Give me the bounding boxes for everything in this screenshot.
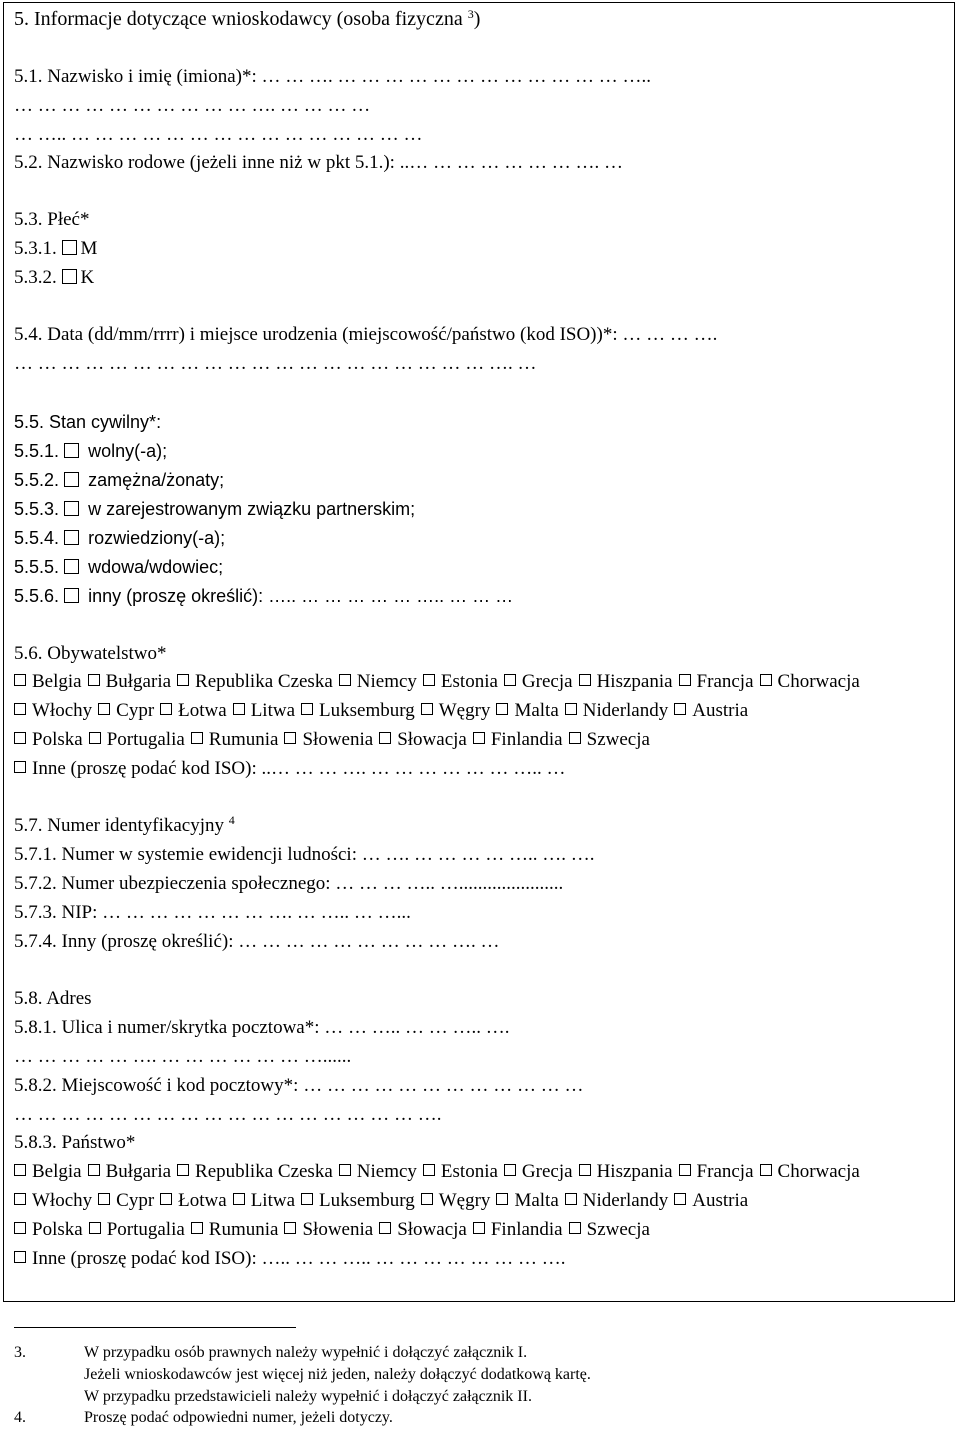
checkbox[interactable] (62, 240, 77, 255)
country-option[interactable] (191, 1219, 279, 1241)
country-label: Słowenia (302, 1219, 374, 1240)
country-option[interactable] (423, 1161, 498, 1183)
checkbox[interactable] (177, 1164, 189, 1176)
country-option[interactable] (177, 1161, 333, 1183)
country-option[interactable] (674, 1190, 748, 1212)
country-option[interactable] (339, 1161, 417, 1183)
dots: ..… … … …. … … … … … … ….. … (261, 758, 566, 779)
country-row-1 (14, 1161, 866, 1183)
country-label: Estonia (440, 1161, 498, 1182)
checkbox[interactable] (423, 1164, 435, 1176)
option-number: 5.5.2. (14, 470, 60, 490)
dots: … … … … … …. … … … … … … …...... (14, 1046, 352, 1067)
country-label: Luksemburg (319, 1190, 415, 1211)
dots: … … … … … … … … … … … … … … … … … …. (14, 1104, 442, 1125)
maiden-name-field[interactable] (14, 152, 623, 174)
country-option[interactable] (160, 1190, 227, 1212)
civil-option-2[interactable] (14, 469, 224, 491)
country-label: Belgia (32, 671, 82, 692)
street-field[interactable] (14, 1017, 510, 1039)
country-option[interactable] (233, 700, 295, 722)
country-label: Słowenia (302, 729, 374, 750)
dots: ..… … … … … … … …. … (399, 152, 623, 173)
checkbox[interactable] (421, 1193, 433, 1205)
checkbox[interactable] (569, 1222, 581, 1234)
country-label: Bułgaria (105, 671, 172, 692)
field-label: 5.7.2. Numer ubezpieczenia społecznego: (14, 873, 331, 894)
country-option[interactable] (674, 700, 748, 722)
id-field-pesel[interactable] (14, 844, 595, 866)
option-label: inny (proszę określić): (88, 586, 264, 606)
checkbox[interactable] (160, 1193, 172, 1205)
field-label: 5.8.2. Miejscowość i kod pocztowy*: (14, 1075, 299, 1096)
country-option[interactable] (233, 1190, 295, 1212)
field-label: 5.7.1. Numer w systemie ewidencji ludności: (14, 844, 357, 865)
checkbox[interactable] (679, 1164, 691, 1176)
checkbox[interactable] (473, 1222, 485, 1234)
footnote-rule (14, 1327, 296, 1328)
country-label: Belgia (32, 1161, 82, 1182)
country-option[interactable] (760, 1161, 860, 1183)
heading-text: 5. Informacje dotyczące wnioskodawcy (osoba fizyczna (14, 8, 468, 30)
country-label: Łotwa (178, 700, 227, 721)
country-option[interactable] (89, 729, 185, 751)
country-label: Cypr (116, 1190, 155, 1211)
dots: … ….. … … … … … … … … … … … … … … … (14, 124, 423, 145)
checkbox[interactable] (14, 703, 26, 715)
country-label: Grecja (521, 671, 573, 692)
checkbox[interactable] (579, 674, 591, 686)
country-label: Niemcy (356, 671, 417, 692)
checkbox[interactable] (14, 761, 26, 773)
option-number: 5.5.4. (14, 528, 60, 548)
checkbox[interactable] (379, 732, 391, 744)
field-label: 5.7.3. NIP: (14, 902, 98, 923)
checkbox[interactable] (565, 703, 577, 715)
citizenship-row-3 (14, 729, 656, 751)
id-field-other[interactable] (14, 931, 500, 953)
checkbox[interactable] (88, 1164, 100, 1176)
checkbox[interactable] (64, 443, 79, 458)
country-label: Cypr (116, 700, 155, 721)
other-label: Inne (proszę podać kod ISO): (32, 758, 257, 779)
checkbox[interactable] (339, 1164, 351, 1176)
country-label: Litwa (250, 1190, 296, 1211)
dots: … …. … … … … ….. …. …. (361, 844, 595, 865)
checkbox[interactable] (62, 269, 77, 284)
country-label: Finlandia (490, 729, 563, 750)
country-option[interactable] (579, 1161, 673, 1183)
checkbox[interactable] (679, 674, 691, 686)
city-dots-line-2[interactable] (14, 1104, 442, 1126)
checkbox[interactable] (565, 1193, 577, 1205)
country-option[interactable] (504, 671, 573, 693)
heading-close: ) (473, 8, 481, 30)
country-label: Niderlandy (582, 1190, 669, 1211)
option-number: 5.5.3. (14, 499, 60, 519)
country-option[interactable] (565, 1190, 668, 1212)
checkbox[interactable] (160, 703, 172, 715)
country-option[interactable] (473, 1219, 563, 1241)
country-option[interactable] (98, 1190, 154, 1212)
country-label: Szwecja (586, 1219, 650, 1240)
birth-field[interactable] (14, 324, 717, 346)
civil-option-5[interactable] (14, 556, 223, 578)
checkbox[interactable] (504, 1164, 516, 1176)
country-label: Portugalia (106, 1219, 185, 1240)
country-label: Grecja (521, 1161, 573, 1182)
option-number: 5.5.1. (14, 441, 60, 461)
country-option[interactable] (379, 729, 467, 751)
footnote-3-line-1: W przypadku osób prawnych należy wypełnić i dołączyć załącznik I. (84, 1344, 528, 1361)
country-label: Włochy (32, 700, 93, 721)
country-option[interactable] (14, 1190, 92, 1212)
field-label: 5.7.4. Inny (proszę określić): (14, 931, 234, 952)
city-field[interactable] (14, 1075, 583, 1097)
country-option[interactable] (88, 671, 171, 693)
name-field[interactable] (14, 66, 651, 88)
checkbox[interactable] (64, 559, 79, 574)
checkbox[interactable] (496, 703, 508, 715)
country-option[interactable] (496, 700, 558, 722)
checkbox[interactable] (284, 732, 296, 744)
option-label: rozwiedziony(-a); (88, 528, 226, 548)
country-label: Hiszpania (596, 1161, 673, 1182)
checkbox[interactable] (191, 732, 203, 744)
birth-dots-line-2[interactable] (14, 353, 537, 375)
checkbox[interactable] (339, 674, 351, 686)
checkbox[interactable] (423, 674, 435, 686)
country-option[interactable] (89, 1219, 185, 1241)
country-label: Słowacja (397, 729, 467, 750)
country-option[interactable] (421, 1190, 491, 1212)
country-option[interactable] (98, 700, 154, 722)
country-option[interactable] (301, 700, 415, 722)
country-label: Węgry (438, 1190, 491, 1211)
option-label: w zarejestrowanym związku partnerskim; (88, 499, 416, 519)
checkbox[interactable] (177, 674, 189, 686)
checkbox[interactable] (14, 674, 26, 686)
name-label: 5.1. Nazwisko i imię (imiona)*: (14, 66, 257, 87)
country-label: Republika Czeska (195, 671, 333, 692)
name-dots-line-2[interactable] (14, 95, 370, 117)
country-label: Bułgaria (105, 1161, 172, 1182)
country-option[interactable] (569, 729, 650, 751)
country-option[interactable] (565, 700, 668, 722)
checkbox[interactable] (89, 1222, 101, 1234)
checkbox[interactable] (421, 703, 433, 715)
dots: ….. … … … … … ….. … … … (268, 586, 514, 606)
country-label: Chorwacja (777, 671, 860, 692)
checkbox[interactable] (64, 588, 79, 603)
id-number-label (14, 815, 235, 837)
country-option[interactable] (473, 729, 563, 751)
checkbox[interactable] (760, 674, 772, 686)
checkbox[interactable] (89, 732, 101, 744)
country-option[interactable] (679, 1161, 754, 1183)
country-option[interactable] (421, 700, 491, 722)
country-label: Włochy (32, 1190, 93, 1211)
checkbox[interactable] (191, 1222, 203, 1234)
id-field-social[interactable] (14, 873, 563, 895)
checkbox[interactable] (301, 703, 313, 715)
country-option[interactable] (284, 1219, 373, 1241)
option-number: 5.5.6. (14, 586, 60, 606)
birth-label: 5.4. Data (dd/mm/rrrr) i miejsce urodzenia (miejscowość/państwo (kod ISO))*: (14, 324, 618, 345)
checkbox[interactable] (98, 1193, 110, 1205)
dots: … … … … … … … … … … … … (303, 1075, 584, 1096)
country-option[interactable] (14, 729, 83, 751)
id-field-nip[interactable] (14, 902, 411, 924)
option-label: zamężna/żonaty; (88, 470, 225, 490)
country-label: Łotwa (178, 1190, 227, 1211)
country-row-3 (14, 1219, 656, 1241)
country-option[interactable] (14, 1161, 82, 1183)
field-label: 5.8.1. Ulica i numer/skrytka pocztowa*: (14, 1017, 320, 1038)
civil-option-1[interactable] (14, 440, 167, 462)
dots: … … … … … … … … … … …. … … … … (14, 95, 371, 116)
country-label: Niemcy (356, 1161, 417, 1182)
country-label: Francja (696, 671, 754, 692)
country-label: Luksemburg (319, 700, 415, 721)
country-label: Słowacja (397, 1219, 467, 1240)
footnote-3-line-2: Jeżeli wnioskodawców jest więcej niż jeden, należy dołączyć dodatkową kartę. (84, 1366, 591, 1383)
country-label: Portugalia (106, 729, 185, 750)
country-option[interactable] (14, 700, 92, 722)
checkbox[interactable] (14, 1164, 26, 1176)
country-other[interactable] (14, 1248, 566, 1270)
country-label: Chorwacja (777, 1161, 860, 1182)
other-label: Inne (proszę podać kod ISO): (32, 1248, 257, 1269)
country-label: Rumunia (208, 1219, 279, 1240)
citizenship-label: 5.6. Obywatelstwo* (14, 643, 167, 664)
checkbox[interactable] (64, 501, 79, 516)
dots: … … … … … … … …. … ….. … …... (102, 902, 411, 923)
country-row-2 (14, 1190, 754, 1212)
address-label: 5.8. Adres (14, 988, 92, 1009)
sex-option-k[interactable] (14, 267, 94, 289)
checkbox[interactable] (760, 1164, 772, 1176)
checkbox[interactable] (14, 1222, 26, 1234)
checkbox[interactable] (504, 674, 516, 686)
footnote-3-line-3: W przypadku przedstawicieli należy wypełnić i dołączyć załącznik II. (84, 1388, 532, 1405)
country-label: Austria (692, 1190, 749, 1211)
footnote-ref-3: 3 (467, 7, 474, 21)
country-option[interactable] (569, 1219, 650, 1241)
country-option[interactable] (88, 1161, 171, 1183)
footnote-4-number: 4. (14, 1409, 26, 1426)
checkbox[interactable] (569, 732, 581, 744)
checkbox[interactable] (14, 732, 26, 744)
citizenship-row-2 (14, 700, 754, 722)
checkbox[interactable] (64, 472, 79, 487)
country-label: Austria (692, 700, 749, 721)
option-label: wdowa/wdowiec; (88, 557, 224, 577)
civil-option-6[interactable] (14, 585, 513, 607)
checkbox[interactable] (301, 1193, 313, 1205)
country-option[interactable] (177, 671, 333, 693)
country-label: Hiszpania (596, 671, 673, 692)
country-option[interactable] (191, 729, 279, 751)
country-label: Estonia (440, 671, 498, 692)
country-label: Polska (32, 729, 83, 750)
country-label: Francja (696, 1161, 754, 1182)
name-dots-line-3[interactable] (14, 124, 423, 146)
label: 5.7. Numer identyfikacyjny (14, 815, 229, 836)
dots: … … ….. … … ….. …. (324, 1017, 510, 1038)
civil-status-label: 5.5. Stan cywilny*: (14, 412, 162, 432)
checkbox[interactable] (579, 1164, 591, 1176)
country-option[interactable] (14, 1219, 83, 1241)
checkbox[interactable] (379, 1222, 391, 1234)
footnote-ref-4: 4 (228, 813, 235, 827)
country-option[interactable] (504, 1161, 573, 1183)
country-label: Finlandia (490, 1219, 563, 1240)
maiden-label: 5.2. Nazwisko rodowe (jeżeli inne niż w pkt 5.1.): (14, 152, 395, 173)
footnote-3-number: 3. (14, 1344, 26, 1361)
country-option[interactable] (579, 671, 673, 693)
dots: … … … … … … … … … …. … (238, 931, 500, 952)
checkbox[interactable] (233, 1193, 245, 1205)
country-option[interactable] (284, 729, 373, 751)
country-option[interactable] (301, 1190, 415, 1212)
checkbox[interactable] (14, 1193, 26, 1205)
checkbox[interactable] (473, 732, 485, 744)
civil-option-4[interactable] (14, 527, 225, 549)
country-option[interactable] (339, 671, 417, 693)
option-label: wolny(-a); (88, 441, 168, 461)
country-option[interactable] (760, 671, 860, 693)
option-number: 5.3.1. (14, 238, 57, 259)
street-dots-line-2[interactable] (14, 1046, 351, 1068)
option-number: 5.3.2. (14, 267, 57, 288)
country-option[interactable] (423, 671, 498, 693)
country-label: Malta (514, 700, 559, 721)
country-option[interactable] (679, 671, 754, 693)
country-label: Węgry (438, 700, 491, 721)
dots: … … … … … … … … … … … … … … … … … … … … …. … (14, 353, 537, 374)
option-label: K (80, 267, 95, 288)
footnote-4-line-1: Proszę podać odpowiedni numer, jeżeli dotyczy. (84, 1409, 393, 1426)
checkbox[interactable] (284, 1222, 296, 1234)
checkbox[interactable] (674, 1193, 686, 1205)
checkbox[interactable] (98, 703, 110, 715)
country-label: Szwecja (586, 729, 650, 750)
option-number: 5.5.5. (14, 557, 60, 577)
country-option[interactable] (496, 1190, 558, 1212)
citizenship-other[interactable] (14, 758, 566, 780)
country-label: Polska (32, 1219, 83, 1240)
dots: ….. … … ….. … … … … … … … …. (261, 1248, 566, 1269)
civil-option-3[interactable] (14, 498, 415, 520)
dots: … … … ….. …...................... (335, 873, 564, 894)
name-dots: … … …. … … … … … … … … … … … … ….. (261, 66, 651, 87)
country-label: Litwa (250, 700, 296, 721)
option-label: M (80, 238, 98, 259)
country-option[interactable] (379, 1219, 467, 1241)
checkbox[interactable] (496, 1193, 508, 1205)
checkbox[interactable] (674, 703, 686, 715)
sex-option-m[interactable] (14, 238, 97, 260)
country-option[interactable] (14, 671, 82, 693)
sex-label: 5.3. Płeć* (14, 209, 90, 230)
checkbox[interactable] (64, 530, 79, 545)
country-label: Niderlandy (582, 700, 669, 721)
country-label: Malta (514, 1190, 559, 1211)
citizenship-row-1 (14, 671, 866, 693)
checkbox[interactable] (233, 703, 245, 715)
country-label: 5.8.3. Państwo* (14, 1132, 136, 1153)
country-option[interactable] (160, 700, 227, 722)
section-heading (14, 8, 480, 30)
checkbox[interactable] (88, 674, 100, 686)
checkbox[interactable] (14, 1251, 26, 1263)
dots: … … … …. (622, 324, 718, 345)
country-label: Republika Czeska (195, 1161, 333, 1182)
country-label: Rumunia (208, 729, 279, 750)
